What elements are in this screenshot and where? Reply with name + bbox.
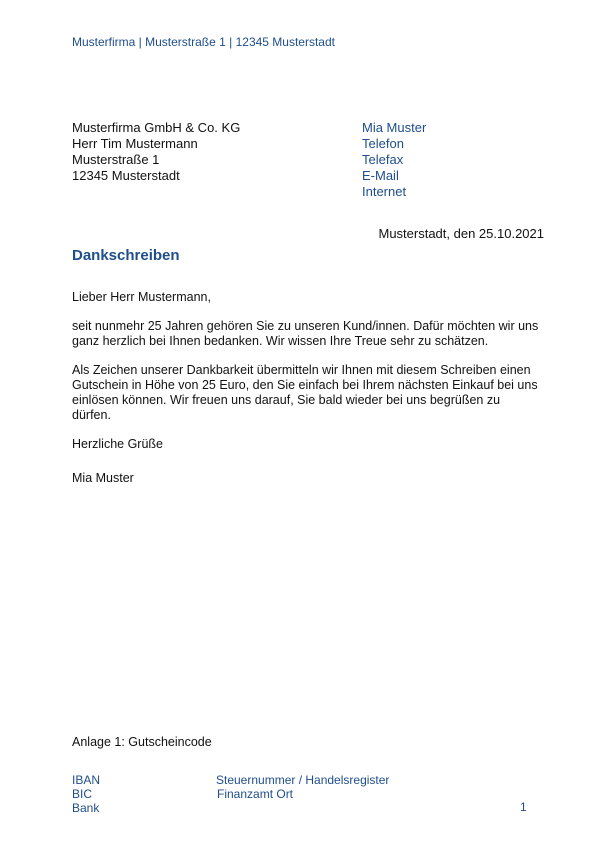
footer-tax-info (216, 773, 389, 801)
attachment-note: Anlage 1: Gutscheincode (72, 735, 212, 749)
recipient-name: Herr Tim Mustermann (72, 136, 198, 151)
recipient-address-block (72, 120, 240, 184)
footer-iban-label: IBAN (72, 773, 101, 787)
signature-name: Mia Muster (72, 471, 134, 485)
recipient-company: Musterfirma GmbH & Co. KG (72, 120, 241, 135)
contact-fax-label: Telefax (362, 152, 404, 167)
footer-tax-register-label: Steuernummer / Handelsregister (216, 773, 390, 787)
footer-bank-label: Bank (72, 801, 100, 815)
letter-date: Musterstadt, den 25.10.2021 (378, 226, 544, 241)
letter-subject: Dankschreiben (72, 247, 180, 264)
recipient-street: Musterstraße 1 (72, 152, 160, 167)
contact-email-label: E-Mail (362, 168, 399, 183)
footer-bic-label: BIC (72, 787, 93, 801)
body-paragraph-1: seit nunmehr 25 Jahren gehören Sie zu unseren Kund/innen. Dafür möchten wir uns ganz herzlich bei Ihnen bedanken. Wir wissen Ihre Treue sehr zu schätzen. (72, 319, 539, 348)
footer-bank-info (72, 773, 100, 815)
page-number: 1 (520, 800, 527, 814)
recipient-city: 12345 Musterstadt (72, 168, 180, 183)
sender-address-line: Musterfirma | Musterstraße 1 | 12345 Musterstadt (72, 35, 335, 49)
contact-person: Mia Muster (362, 120, 427, 135)
body-paragraph-2: Als Zeichen unserer Dankbarkeit übermitteln wir Ihnen mit diesem Schreiben einen Gutschein in Höhe von 25 Euro, den Sie einfach bei Ihrem nächsten Einkauf bei uns einlösen können. Wir freuen uns darauf, Sie bald wieder bei uns begrüßen zu dürfen. (72, 363, 538, 422)
contact-phone-label: Telefon (362, 136, 404, 151)
letter-body (72, 290, 542, 466)
salutation: Lieber Herr Mustermann, (72, 290, 211, 304)
contact-internet-label: Internet (362, 184, 407, 199)
footer-tax-office-label: Finanzamt Ort (217, 787, 294, 801)
closing-phrase: Herzliche Grüße (72, 437, 163, 451)
contact-info-block (362, 120, 426, 200)
